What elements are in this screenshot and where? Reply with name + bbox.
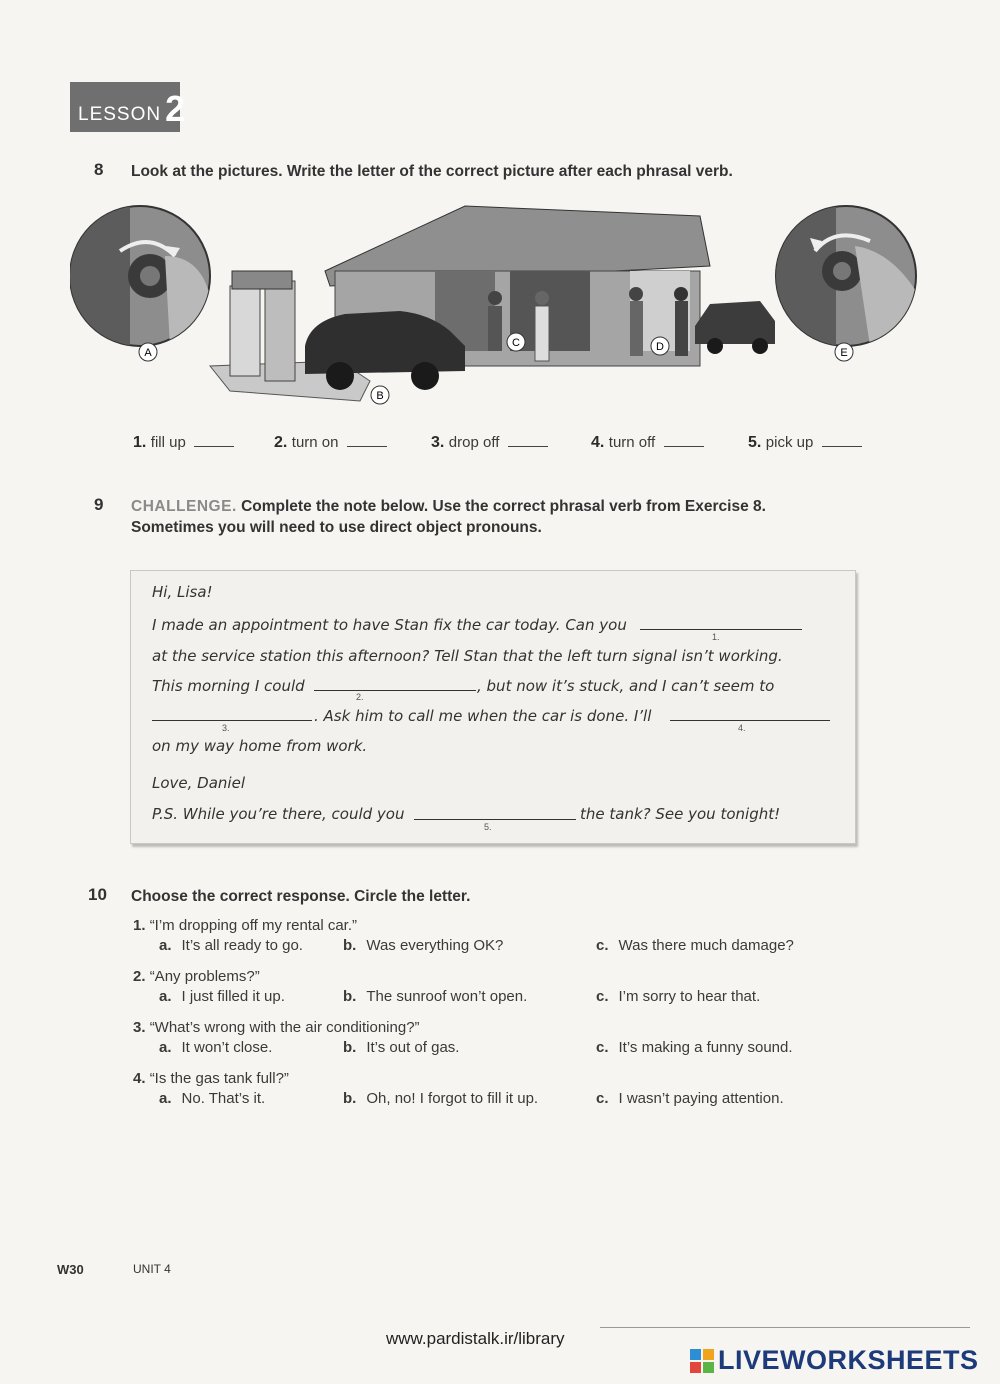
ex9-number: 9 <box>94 495 104 514</box>
note-blank-2[interactable] <box>314 689 476 691</box>
ex8-item-5 <box>748 434 862 452</box>
opt-letter: b. <box>343 937 357 954</box>
note-ps-a: P.S. While you’re there, could you <box>152 805 405 823</box>
note-ps-b: the tank? See you tonight! <box>580 805 781 823</box>
label-a: A <box>144 347 152 359</box>
blank-num-5: 5. <box>484 822 492 832</box>
q2-option-a[interactable] <box>159 988 285 1005</box>
q-stem: “Is the gas tank full?” <box>149 1070 289 1087</box>
item-num: 1. <box>133 434 147 451</box>
q3-option-a[interactable] <box>159 1039 272 1056</box>
opt-letter: c. <box>596 1090 609 1107</box>
opt-text: It’s all ready to go. <box>181 937 303 954</box>
item-text: turn on <box>291 434 339 451</box>
opt-text: Oh, no! I forgot to fill it up. <box>366 1090 539 1107</box>
blank-num-3: 3. <box>222 723 230 733</box>
opt-letter: b. <box>343 988 357 1005</box>
site-url[interactable]: www.pardistalk.ir/library <box>386 1329 565 1348</box>
picture-e-ignition <box>776 206 916 361</box>
item-text: fill up <box>150 434 186 451</box>
opt-letter: c. <box>596 937 609 954</box>
opt-letter: c. <box>596 1039 609 1056</box>
q-num: 3. <box>133 1019 146 1036</box>
ex8-item-4 <box>591 434 704 452</box>
ex9-instruction-2: Sometimes you will need to use direct object pronouns. <box>131 519 542 536</box>
q2-option-b[interactable] <box>343 988 527 1005</box>
note-line-3b: , but now it’s stuck, and I can’t seem to <box>477 677 775 695</box>
page-number: W30 <box>57 1262 84 1277</box>
ex8-item-3 <box>431 434 548 452</box>
item-num: 5. <box>748 434 762 451</box>
answer-blank-4[interactable] <box>664 446 704 447</box>
lesson-word: LESSON <box>78 104 162 125</box>
q-num: 1. <box>133 917 146 934</box>
opt-text: No. That’s it. <box>181 1090 266 1107</box>
opt-letter: b. <box>343 1090 357 1107</box>
question-2 <box>133 968 260 985</box>
question-3 <box>133 1019 420 1036</box>
q-num: 4. <box>133 1070 146 1087</box>
q-stem: “What’s wrong with the air conditioning?” <box>149 1019 420 1036</box>
picture-a-ignition <box>70 206 210 361</box>
divider <box>600 1327 970 1328</box>
note-line-1: I made an appointment to have Stan fix the car today. Can you <box>152 616 627 634</box>
answer-blank-3[interactable] <box>508 446 548 447</box>
ex10-number: 10 <box>88 885 107 904</box>
liveworksheets-logo <box>690 1345 979 1376</box>
q-stem: “I’m dropping off my rental car.” <box>149 917 357 934</box>
ex8-item-1 <box>133 434 234 452</box>
note-greeting: Hi, Lisa! <box>152 583 213 601</box>
opt-letter: a. <box>159 1039 172 1056</box>
item-num: 2. <box>274 434 288 451</box>
answer-blank-5[interactable] <box>822 446 862 447</box>
ex8-number: 8 <box>94 160 104 179</box>
note-line-4: . Ask him to call me when the car is done. I’ll <box>314 707 652 725</box>
answer-blank-1[interactable] <box>194 446 234 447</box>
note-blank-5[interactable] <box>414 818 576 820</box>
q1-option-a[interactable] <box>159 937 303 954</box>
blank-num-1: 1. <box>712 632 720 642</box>
ex9-instruction-1: Complete the note below. Use the correct phrasal verb from Exercise 8. <box>241 498 766 515</box>
answer-blank-2[interactable] <box>347 446 387 447</box>
q4-option-a[interactable] <box>159 1090 265 1107</box>
opt-text: I’m sorry to hear that. <box>618 988 761 1005</box>
opt-letter: a. <box>159 1090 172 1107</box>
blank-num-2: 2. <box>356 692 364 702</box>
q-num: 2. <box>133 968 146 985</box>
opt-text: I wasn’t paying attention. <box>618 1090 784 1107</box>
q1-option-b[interactable] <box>343 937 503 954</box>
opt-text: It’s out of gas. <box>366 1039 460 1056</box>
label-d: D <box>656 341 664 353</box>
liveworksheets-text: LIVEWORKSHEETS <box>718 1345 979 1375</box>
note-blank-1[interactable] <box>640 628 802 630</box>
opt-letter: b. <box>343 1039 357 1056</box>
item-text: pick up <box>765 434 814 451</box>
q3-option-b[interactable] <box>343 1039 459 1056</box>
label-c: C <box>512 337 520 349</box>
q3-option-c[interactable] <box>596 1039 793 1056</box>
unit-label: UNIT 4 <box>133 1262 171 1276</box>
opt-text: It won’t close. <box>181 1039 273 1056</box>
q1-option-c[interactable] <box>596 937 794 954</box>
item-num: 3. <box>431 434 445 451</box>
label-e: E <box>840 347 848 359</box>
note-line-3a: This morning I could <box>152 677 305 695</box>
item-text: drop off <box>448 434 500 451</box>
liveworksheets-icon <box>690 1349 714 1373</box>
opt-text: Was everything OK? <box>366 937 504 954</box>
item-text: turn off <box>608 434 656 451</box>
ex8-item-2 <box>274 434 387 452</box>
question-1 <box>133 917 357 934</box>
note-blank-4[interactable] <box>670 719 830 721</box>
note-signoff: Love, Daniel <box>152 774 245 792</box>
ex10-instruction: Choose the correct response. Circle the letter. <box>131 888 471 905</box>
ex8-illustration <box>70 196 930 416</box>
opt-text: The sunroof won’t open. <box>366 988 528 1005</box>
note-line-2: at the service station this afternoon? Tell Stan that the left turn signal isn’t working. <box>152 647 783 665</box>
opt-letter: c. <box>596 988 609 1005</box>
ex8-instruction: Look at the pictures. Write the letter of the correct picture after each phrasal verb. <box>131 163 733 180</box>
blank-num-4: 4. <box>738 723 746 733</box>
lesson-badge <box>70 82 186 132</box>
label-b: B <box>376 390 384 402</box>
opt-text: I just filled it up. <box>181 988 285 1005</box>
note-blank-3[interactable] <box>152 719 312 721</box>
opt-letter: a. <box>159 937 172 954</box>
challenge-label: CHALLENGE. <box>131 498 237 515</box>
opt-text: It’s making a funny sound. <box>618 1039 793 1056</box>
ex9-instruction <box>131 496 851 538</box>
item-num: 4. <box>591 434 605 451</box>
note-line-5: on my way home from work. <box>152 737 368 755</box>
lesson-number: 2 <box>165 88 186 129</box>
q2-option-c[interactable] <box>596 988 760 1005</box>
q4-option-b[interactable] <box>343 1090 538 1107</box>
q4-option-c[interactable] <box>596 1090 784 1107</box>
opt-text: Was there much damage? <box>618 937 794 954</box>
opt-letter: a. <box>159 988 172 1005</box>
question-4 <box>133 1070 289 1087</box>
q-stem: “Any problems?” <box>149 968 260 985</box>
